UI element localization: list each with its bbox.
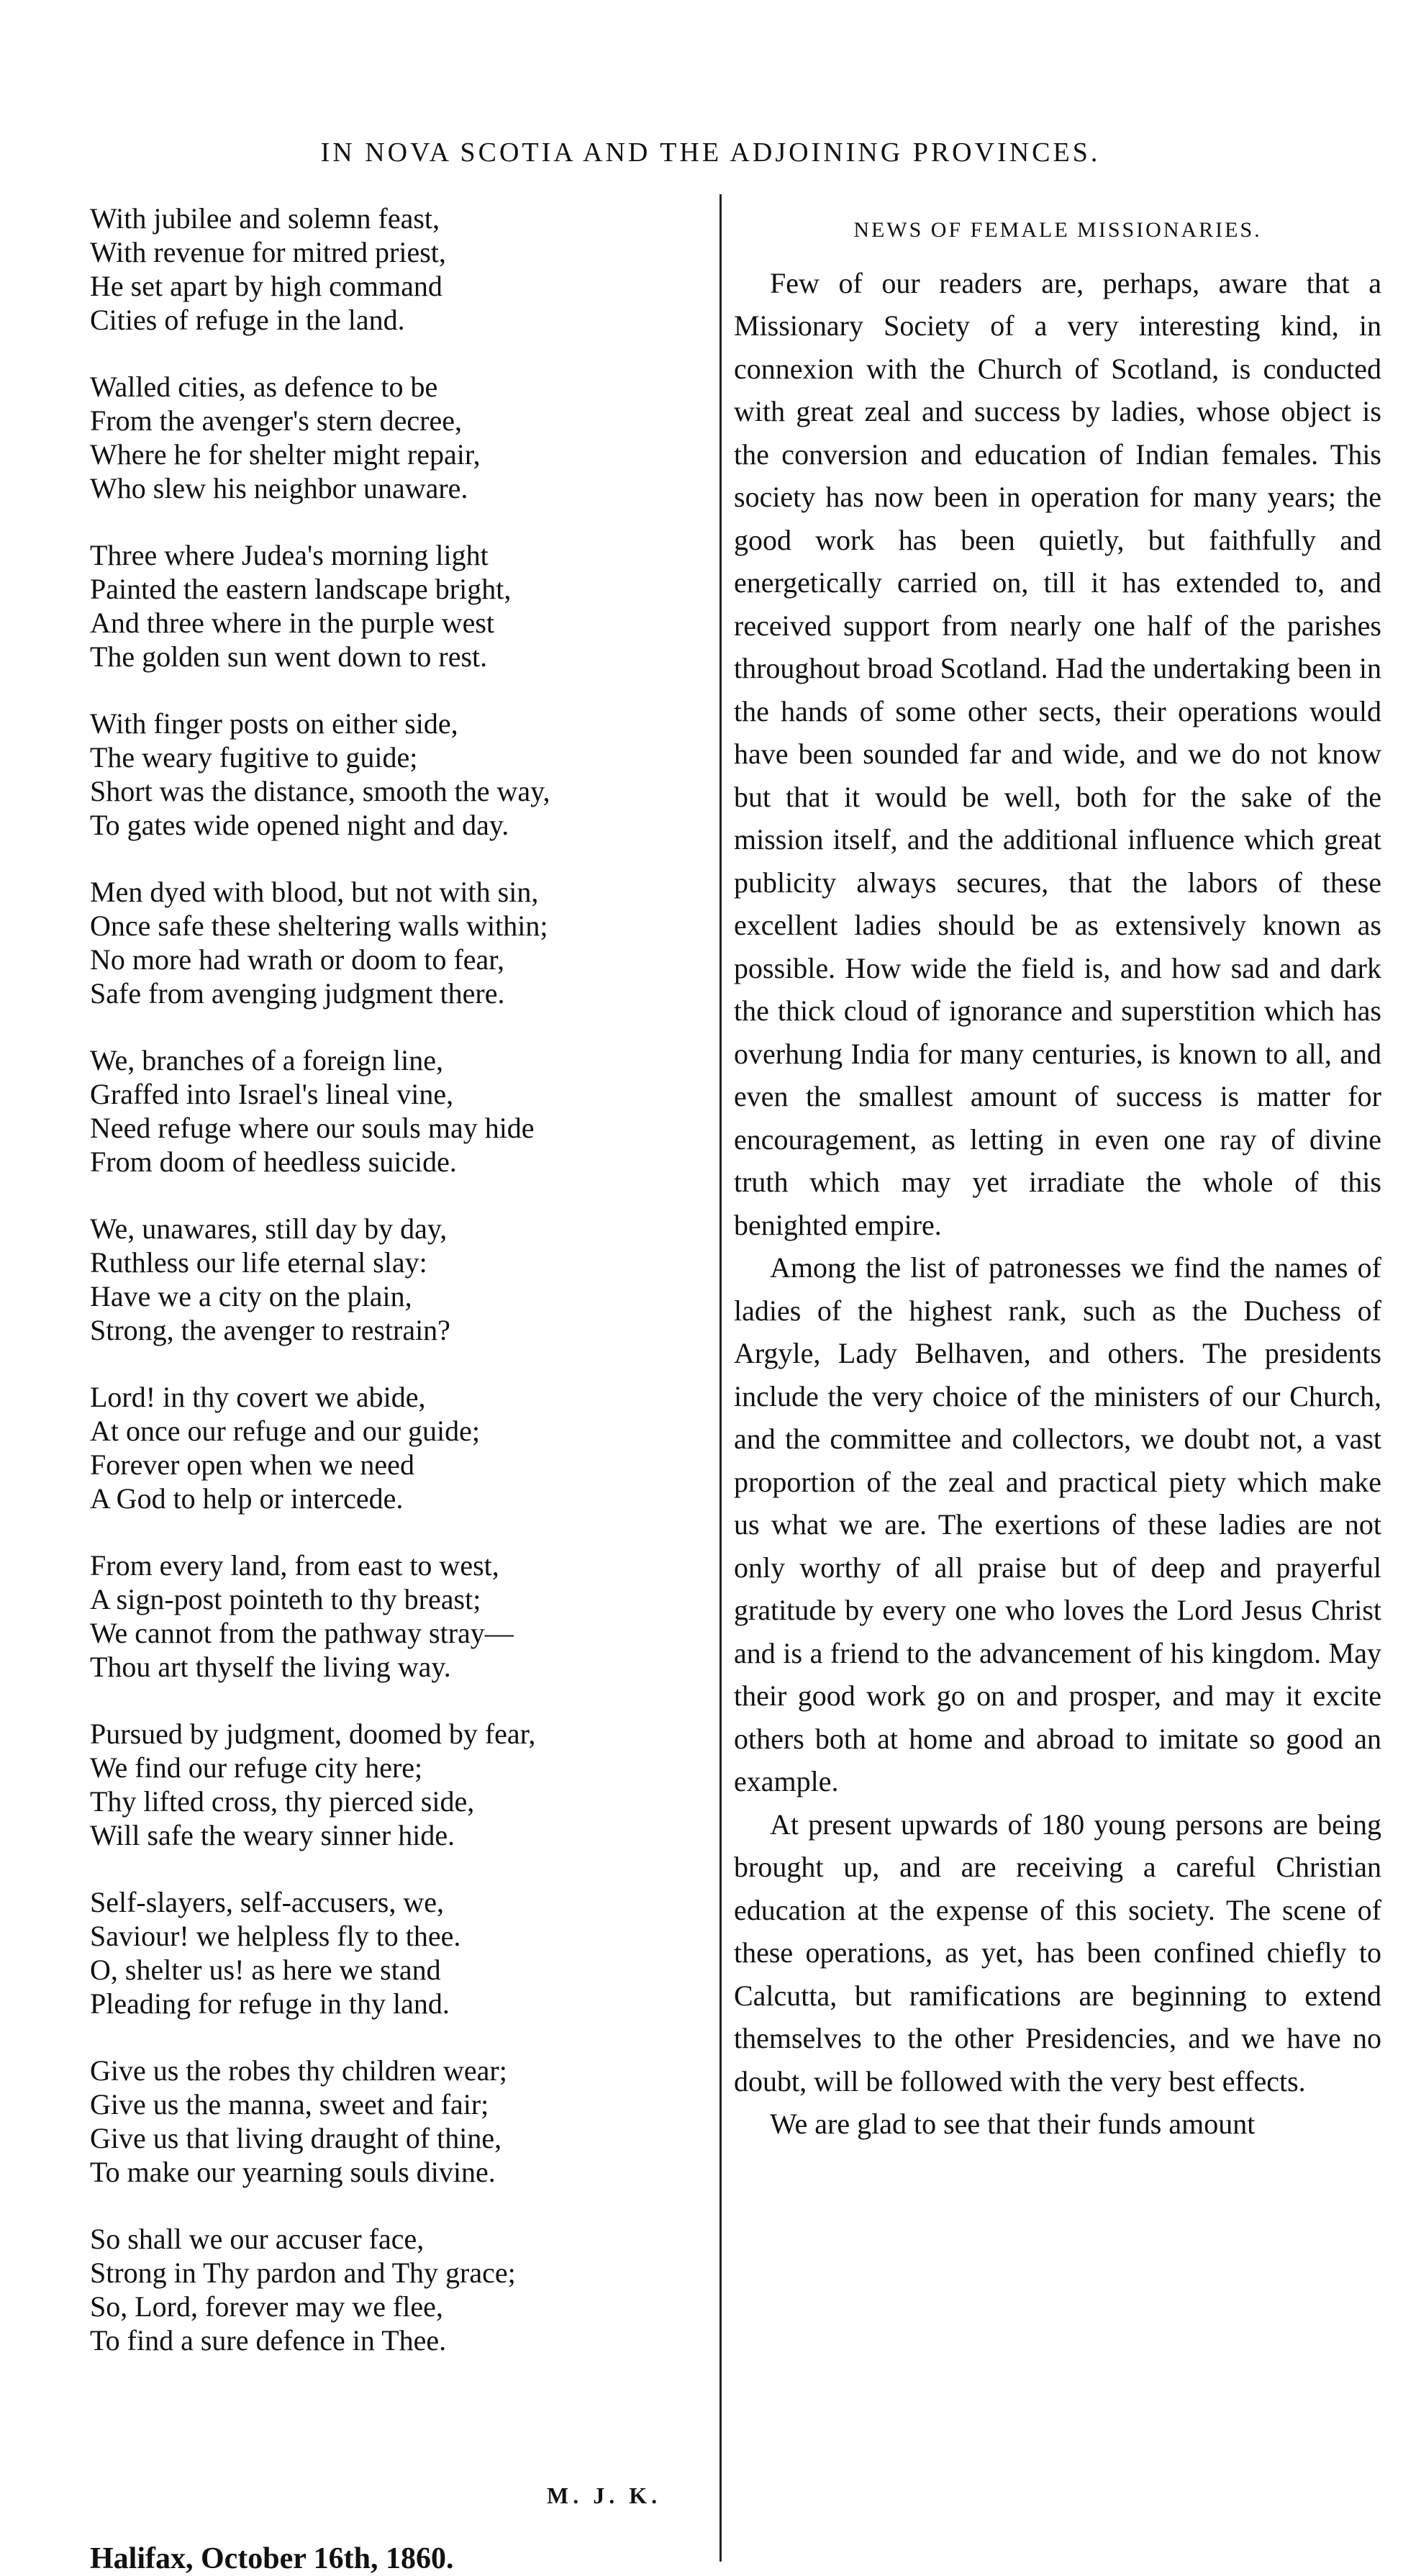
column-divider [719, 194, 722, 2562]
poem-line: The golden sun went down to rest. [90, 640, 488, 673]
poem-line: Three where Judea's morning light [90, 539, 489, 571]
poem-line: We, unawares, still day by day, [90, 1212, 448, 1245]
poem-line: We cannot from the pathway stray— [90, 1617, 514, 1649]
poem-line: Give us the manna, sweet and fair; [90, 2088, 489, 2121]
poem-stanza [90, 2222, 723, 2357]
poem-stanza [90, 201, 723, 337]
poem-stanza [90, 875, 723, 1010]
poem-line: To gates wide opened night and day. [90, 809, 509, 841]
poem-line: Graffed into Israel's lineal vine, [90, 1078, 454, 1110]
poem-line: Safe from avenging judgment there. [90, 977, 505, 1010]
poem-line: We, branches of a foreign line, [90, 1044, 444, 1076]
poem-line: Once safe these sheltering walls within; [90, 910, 548, 942]
poem-stanza [90, 707, 723, 842]
poem-line: To make our yearning souls divine. [90, 2156, 496, 2188]
poem-line: Painted the eastern landscape bright, [90, 573, 512, 605]
page-header: IN NOVA SCOTIA AND THE ADJOINING PROVINCES. [320, 137, 1101, 168]
poem-line: Self-slayers, self-accusers, we, [90, 1886, 445, 1918]
poem-stanza [90, 538, 723, 674]
article-heading: NEWS OF FEMALE MISSIONARIES. [853, 218, 1262, 242]
poem-line: Ruthless our life eternal slay: [90, 1246, 427, 1279]
poem-line: Short was the distance, smooth the way, [90, 775, 550, 807]
article-paragraph: Among the list of patronesses we find the names of ladies of the highest rank, such as the Duchess of Argyle, Lady Belhaven, and others. The presidents include the very choice of the ministers of our Church, and the committee and collectors, we doubt not, a vast proportion of the zeal and practical piety which make us what we are. The exertions of these ladies are not only worthy of all praise but of deep and prayerful gratitude by every one who loves the Lord Jesus Christ and is a friend to the advancement of his kingdom. May their good work go on and prosper, and may it excite others both at home and abroad to imitate so good an example. [734, 1251, 1381, 1797]
poem-stanza [90, 2054, 723, 2189]
article [734, 209, 1381, 2146]
poem-stanza [90, 370, 723, 505]
poem-line: We find our refuge city here; [90, 1751, 423, 1784]
poem-line: With finger posts on either side, [90, 707, 458, 740]
poem-line: Walled cities, as defence to be [90, 371, 438, 403]
poem-line: He set apart by high command [90, 270, 442, 302]
poem-line: Thy lifted cross, thy pierced side, [90, 1785, 475, 1818]
poem-line: Men dyed with blood, but not with sin, [90, 876, 539, 908]
poem-stanza [90, 1885, 723, 2021]
poem-line: Strong in Thy pardon and Thy grace; [90, 2257, 516, 2289]
poem-line: Cities of refuge in the land. [90, 304, 405, 336]
article-paragraph: We are glad to see that their funds amount [770, 2108, 1256, 2140]
poem-line: A God to help or intercede. [90, 1482, 404, 1515]
poem-line: So shall we our accuser face, [90, 2223, 425, 2255]
poem-line: The weary fugitive to guide; [90, 741, 418, 774]
poem-line: And three where in the purple west [90, 607, 495, 639]
poem-line: Pursued by judgment, doomed by fear, [90, 1718, 536, 1750]
poem-line: Lord! in thy covert we abide, [90, 1381, 426, 1413]
poem-stanza [90, 1043, 723, 1179]
poem-line: Pleading for refuge in thy land. [90, 1987, 450, 2020]
poem-line: So, Lord, forever may we flee, [90, 2290, 443, 2323]
article-paragraph: At present upwards of 180 young persons are being brought up, and are receiving a careful Christian education at the expense of this society. The scene of these operations, as yet, has been confined chiefly to Calcutta, but ramifications are beginning to extend themselves to the other Presidencies, and we have no doubt, will be followed with the very best effects. [734, 1808, 1381, 2097]
poem-dateline: Halifax, October 16th, 1860. [90, 2542, 454, 2575]
poem-line: With revenue for mitred priest, [90, 236, 446, 268]
poem-line: Saviour! we helpless fly to thee. [90, 1920, 461, 1952]
poem-line: Give us that living draught of thine, [90, 2122, 502, 2154]
poem-signature: M. J. K. [547, 2482, 662, 2508]
poem-line: From doom of heedless suicide. [90, 1146, 457, 1178]
poem-line: To find a sure defence in Thee. [90, 2324, 447, 2357]
poem-line: With jubilee and solemn feast, [90, 202, 440, 235]
poem-line: Forever open when we need [90, 1448, 414, 1481]
poem-line: Who slew his neighbor unaware. [90, 472, 468, 504]
poem-line: O, shelter us! as here we stand [90, 1954, 441, 1986]
poem-line: Where he for shelter might repair, [90, 438, 481, 471]
poem-line: Will safe the weary sinner hide. [90, 1819, 455, 1851]
poem-stanza [90, 1548, 723, 1684]
poem [90, 201, 723, 2390]
poem-line: Need refuge where our souls may hide [90, 1112, 535, 1144]
poem-line: A sign-post pointeth to thy breast; [90, 1583, 481, 1615]
poem-line: From every land, from east to west, [90, 1549, 499, 1582]
article-paragraph: Few of our readers are, perhaps, aware that a Missionary Society of a very interesting kind, in connexion with the Church of Scotland, is conducted with great zeal and success by ladies, whose object is the conversion and education of Indian females. This society has now been in operation for many years; the good work has been quietly, but faithfully and energetically carried on, till it has extended to, and received support from nearly one half of the parishes throughout broad Scotland. Had the undertaking been in the hands of some other sects, their operations would have been sounded far and wide, and we do not know but that it would be well, both for the sake of the mission itself, and the additional influence which great publicity always secures, that the labors of these excellent ladies should be as extensively known as possible. How wide the field is, and how sad and dark the thick cloud of ignorance and superstition which has overhung India for many centuries, is known to all, and even the smallest amount of success is matter for encouragement, as letting in even one ray of divine truth which may yet irradiate the whole of this benighted empire. [734, 266, 1381, 1241]
poem-line: At once our refuge and our guide; [90, 1415, 481, 1447]
poem-line: No more had wrath or doom to fear, [90, 943, 504, 976]
poem-line: From the avenger's stern decree, [90, 404, 462, 437]
poem-line: Have we a city on the plain, [90, 1280, 412, 1312]
poem-line: Give us the robes thy children wear; [90, 2054, 507, 2087]
poem-line: Thou art thyself the living way. [90, 1651, 451, 1683]
poem-line: Strong, the avenger to restrain? [90, 1314, 450, 1346]
poem-stanza [90, 1717, 723, 1852]
poem-stanza [90, 1212, 723, 1347]
poem-stanza [90, 1380, 723, 1515]
